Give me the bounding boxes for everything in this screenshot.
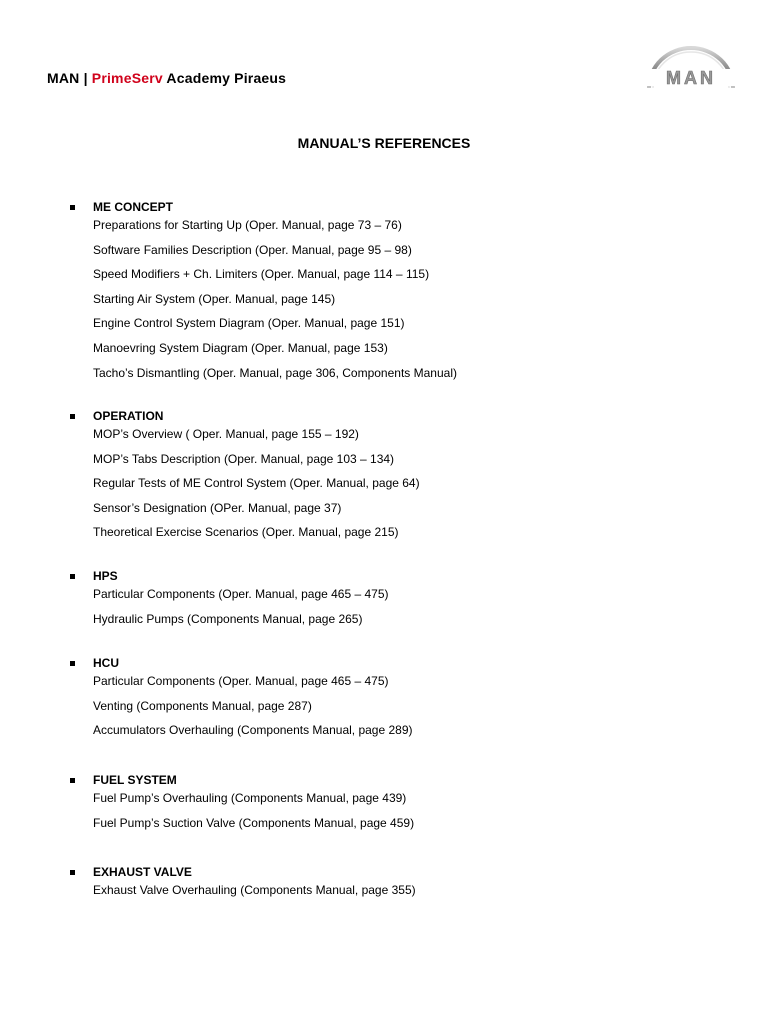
section-heading: FUEL SYSTEM	[93, 773, 177, 787]
header-title	[47, 70, 286, 86]
reference-item: Starting Air System (Oper. Manual, page 145)	[93, 291, 336, 306]
reference-item: MOP’s Overview ( Oper. Manual, page 155 – 192)	[93, 427, 359, 441]
reference-item: Speed Modifiers + Ch. Limiters (Oper. Manual, page 114 – 115)	[93, 267, 430, 282]
reference-item: MOP’s Tabs Description (Oper. Manual, page 103 – 134)	[93, 451, 395, 466]
reference-item: Fuel Pump’s Overhauling (Components Manual, page 439)	[93, 791, 407, 805]
header-academy: Academy Piraeus	[162, 70, 287, 86]
reference-list	[93, 587, 389, 636]
reference-item: Hydraulic Pumps (Components Manual, page 265)	[93, 611, 363, 626]
reference-item: Software Families Description (Oper. Manual, page 95 – 98)	[93, 242, 412, 257]
bullet-icon	[70, 574, 75, 579]
section-heading: EXHAUST VALVE	[93, 865, 192, 879]
bullet-icon	[70, 414, 75, 419]
reference-item: Particular Components (Oper. Manual, page 465 – 475)	[93, 587, 389, 601]
reference-item: Sensor’s Designation (OPer. Manual, page 37)	[93, 500, 342, 515]
reference-item: Theoretical Exercise Scenarios (Oper. Manual, page 215)	[93, 525, 399, 540]
bullet-icon	[70, 661, 75, 666]
bullet-icon	[70, 205, 75, 210]
reference-list	[93, 883, 416, 908]
reference-item: Venting (Components Manual, page 287)	[93, 698, 312, 713]
reference-item: Engine Control System Diagram (Oper. Manual, page 151)	[93, 316, 405, 331]
section-heading: HPS	[93, 569, 118, 583]
reference-item: Manoevring System Diagram (Oper. Manual, page 153)	[93, 340, 388, 355]
reference-item: Exhaust Valve Overhauling (Components Manual, page 355)	[93, 883, 416, 897]
page-title: MANUAL’S REFERENCES	[297, 135, 471, 151]
bullet-icon	[70, 870, 75, 875]
man-logo-icon	[643, 44, 739, 90]
reference-item: Accumulators Overhauling (Components Manual, page 289)	[93, 723, 413, 738]
reference-item: Particular Components (Oper. Manual, page 465 – 475)	[93, 674, 389, 688]
reference-item: Preparations for Starting Up (Oper. Manual, page 73 – 76)	[93, 218, 402, 232]
reference-item: Fuel Pump’s Suction Valve (Components Manual, page 459)	[93, 815, 415, 830]
header-brand: MAN |	[47, 70, 92, 86]
reference-list	[93, 427, 420, 550]
reference-item: Tacho’s Dismantling (Oper. Manual, page 306, Components Manual)	[93, 365, 457, 380]
logo-text: MAN	[666, 68, 716, 88]
reference-list	[93, 791, 414, 840]
section-heading: HCU	[93, 656, 119, 670]
reference-list	[93, 674, 413, 748]
bullet-icon	[70, 778, 75, 783]
header-primeserv: PrimeServ	[91, 70, 163, 86]
section-heading: ME CONCEPT	[93, 200, 174, 214]
reference-list	[93, 218, 457, 390]
section-heading: OPERATION	[93, 409, 164, 423]
reference-item: Regular Tests of ME Control System (Oper. Manual, page 64)	[93, 476, 420, 491]
